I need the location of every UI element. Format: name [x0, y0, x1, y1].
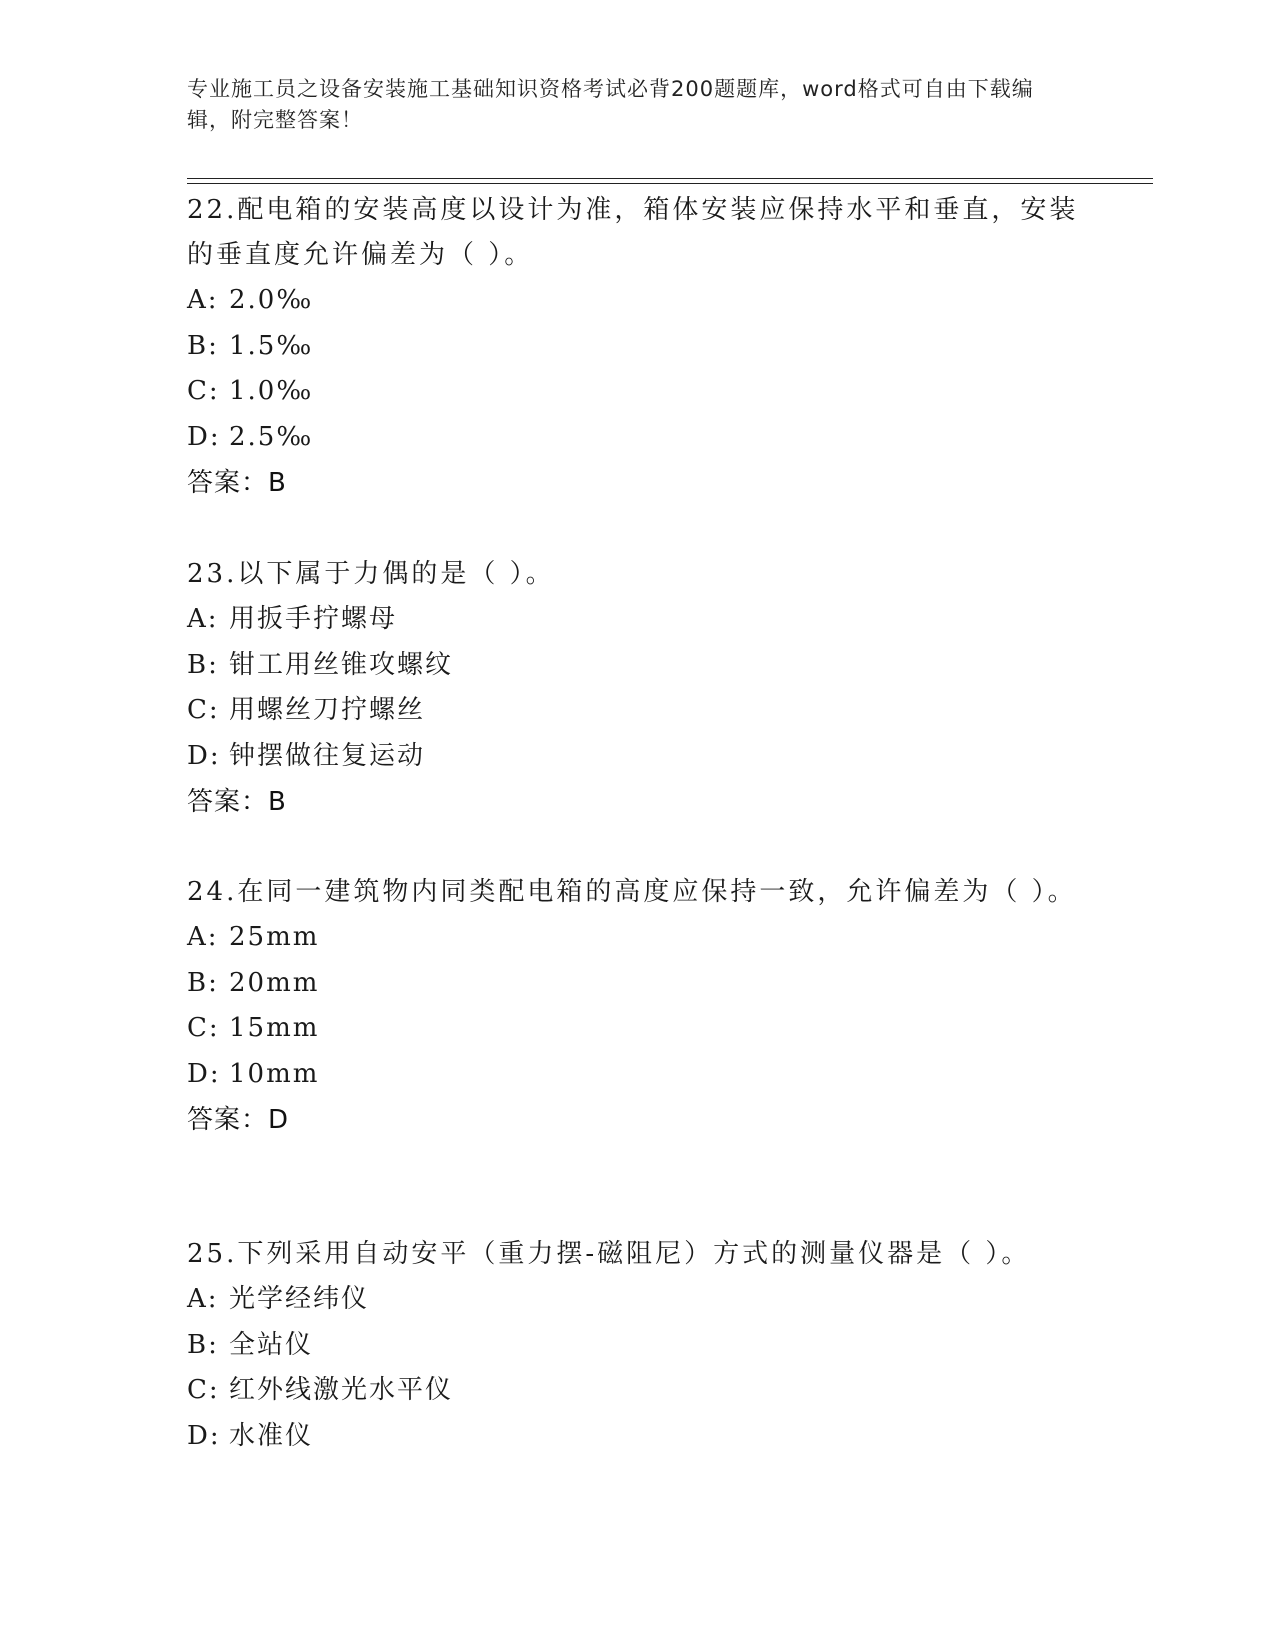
option-letter: A: [187, 604, 219, 634]
option-text: 1.5‰ [229, 330, 314, 361]
option-b [187, 643, 1087, 689]
option-b [187, 1323, 1087, 1369]
option-letter: A: [187, 1284, 219, 1314]
question-25 [187, 1232, 1087, 1459]
option-text: 用螺丝刀拧螺丝 [229, 695, 426, 725]
option-letter: C: [187, 1375, 220, 1405]
option-text: 水准仪 [229, 1420, 314, 1451]
question-stem: 25.下列采用自动安平（重力摆-磁阻尼）方式的测量仪器是（ ）。 [187, 1239, 1031, 1269]
option-text: 全站仪 [229, 1329, 314, 1360]
option-letter: C: [187, 1013, 220, 1043]
option-letter: D: [187, 1420, 221, 1451]
option-letter: D: [187, 740, 221, 771]
option-text: 10mm [229, 1058, 320, 1089]
option-text: 用扳手拧螺母 [229, 604, 398, 634]
option-a [187, 1277, 1087, 1323]
header-rule-top [187, 178, 1153, 179]
option-c [187, 369, 1087, 415]
option-c [187, 1368, 1087, 1414]
document-header: 专业施工员之设备安装施工基础知识资格考试必背200题题库，word格式可自由下载编辑，附完整答案！ [187, 77, 1034, 132]
option-text: 钳工用丝锥攻螺纹 [229, 649, 454, 680]
option-letter: C: [187, 376, 220, 406]
option-letter: D: [187, 1058, 221, 1089]
option-letter: B: [187, 967, 219, 998]
question-stem: 22.配电箱的安装高度以设计为准，箱体安装应保持水平和垂直，安装的垂直度允许偏差为（ ）。 [187, 195, 1079, 270]
option-text: 2.0‰ [229, 285, 314, 315]
option-letter: B: [187, 649, 219, 680]
option-letter: B: [187, 330, 219, 361]
option-letter: A: [187, 922, 219, 952]
option-letter: B: [187, 1329, 219, 1360]
option-text: 光学经纬仪 [229, 1284, 370, 1314]
option-letter: A: [187, 285, 219, 315]
question-23 [187, 552, 1087, 825]
question-stem: 23.以下属于力偶的是（ ）。 [187, 559, 555, 589]
option-text: 20mm [229, 967, 320, 998]
option-text: 钟摆做往复运动 [229, 740, 426, 771]
option-b [187, 961, 1087, 1007]
option-text: 2.5‰ [229, 421, 314, 452]
option-b [187, 324, 1087, 370]
option-text: 15mm [229, 1013, 320, 1043]
answer-line: 答案：B [187, 787, 287, 817]
header-rule-bottom [187, 183, 1153, 184]
option-d [187, 734, 1087, 780]
answer-line: 答案：B [187, 468, 287, 498]
option-d [187, 415, 1087, 461]
question-stem: 24.在同一建筑物内同类配电箱的高度应保持一致，允许偏差为（ ）。 [187, 877, 1077, 907]
option-text: 红外线激光水平仪 [229, 1375, 454, 1405]
question-24 [187, 870, 1087, 1143]
answer-line: 答案：D [187, 1105, 290, 1135]
option-letter: C: [187, 695, 220, 725]
option-d [187, 1414, 1087, 1460]
option-text: 25mm [229, 922, 320, 952]
option-a [187, 915, 1087, 961]
option-text: 1.0‰ [229, 376, 314, 406]
option-c [187, 688, 1087, 734]
option-d [187, 1052, 1087, 1098]
option-c [187, 1006, 1087, 1052]
option-a [187, 597, 1087, 643]
option-letter: D: [187, 421, 221, 452]
question-22 [187, 188, 1087, 506]
option-a [187, 278, 1087, 324]
